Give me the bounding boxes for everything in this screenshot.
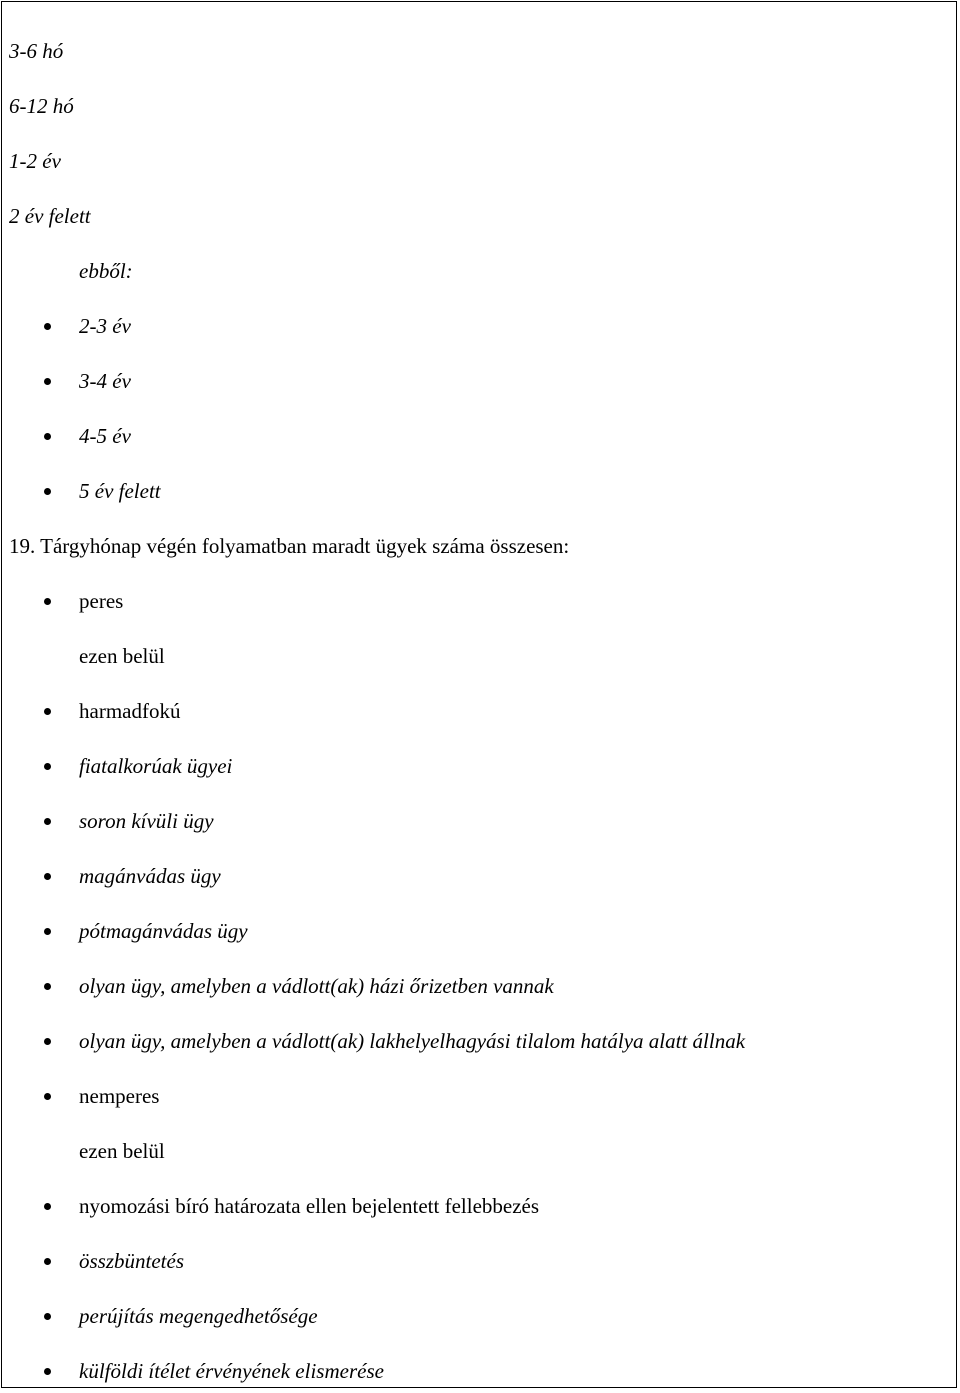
line-text: pótmagánvádas ügy [79, 919, 248, 943]
bullet-icon [44, 873, 51, 880]
line-text: 6-12 hó [9, 94, 74, 118]
line-text: 2 év felett [9, 204, 91, 228]
bullet-icon [44, 818, 51, 825]
bullet-icon [44, 433, 51, 440]
line-text: harmadfokú [79, 699, 181, 723]
line-text: fiatalkorúak ügyei [79, 754, 233, 778]
page-frame [1, 1, 957, 1388]
bullet-icon [44, 708, 51, 715]
bullet-icon [44, 598, 51, 605]
line-text: soron kívüli ügy [79, 809, 214, 833]
bullet-icon [44, 378, 51, 385]
line-text: olyan ügy, amelyben a vádlott(ak) házi őrizetben vannak [79, 974, 554, 998]
line-text: összbüntetés [79, 1249, 184, 1273]
bullet-icon [44, 1313, 51, 1320]
bullet-icon [44, 928, 51, 935]
line-text: ezen belül [79, 644, 165, 668]
bullet-icon [44, 488, 51, 495]
line-text: 19. Tárgyhónap végén folyamatban maradt ügyek száma összesen: [9, 534, 570, 558]
bullet-icon [44, 1203, 51, 1210]
line-text: peres [79, 589, 124, 613]
line-text: magánvádas ügy [79, 864, 221, 888]
bullet-icon [44, 1093, 51, 1100]
bullet-icon [44, 1258, 51, 1265]
bullet-icon [44, 323, 51, 330]
line-text: 3-4 év [79, 369, 131, 393]
line-text: 2-3 év [79, 314, 131, 338]
line-text: 1-2 év [9, 149, 61, 173]
line-text: olyan ügy, amelyben a vádlott(ak) lakhelyelhagyási tilalom hatálya alatt állnak [79, 1029, 746, 1053]
line-text: 3-6 hó [9, 39, 64, 63]
line-text: nemperes [79, 1084, 160, 1108]
bullet-icon [44, 983, 51, 990]
bullet-icon [44, 1038, 51, 1045]
bullet-icon [44, 763, 51, 770]
line-text: perújítás megengedhetősége [79, 1304, 318, 1328]
line-text: nyomozási bíró határozata ellen bejelentett fellebbezés [79, 1194, 540, 1218]
line-text: 4-5 év [79, 424, 131, 448]
line-text: 5 év felett [79, 479, 161, 503]
line-text: ebből: [79, 259, 133, 283]
line-text: külföldi ítélet érvényének elismerése [79, 1359, 384, 1383]
line-text: ezen belül [79, 1139, 165, 1163]
bullet-icon [44, 1368, 51, 1375]
